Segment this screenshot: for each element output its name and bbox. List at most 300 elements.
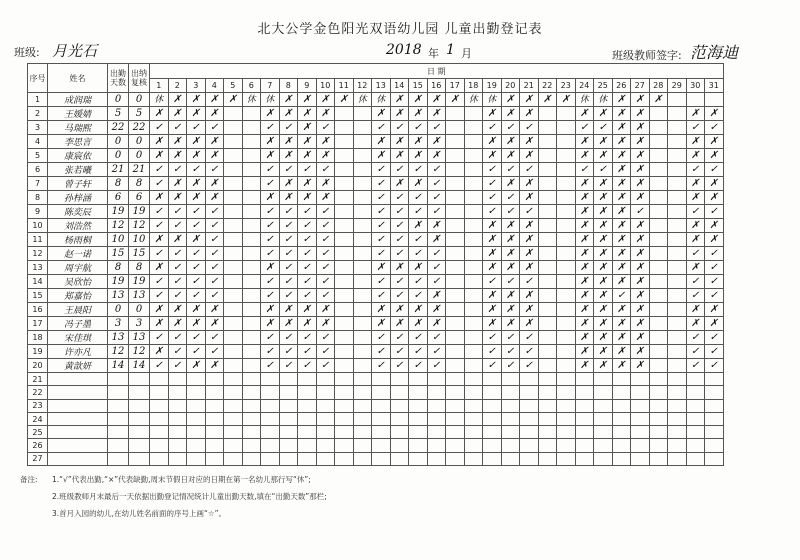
attendance-mark: ✓ bbox=[205, 219, 224, 233]
attendance-mark: ✗ bbox=[520, 247, 539, 261]
review-days bbox=[129, 399, 150, 412]
attendance-mark: ✗ bbox=[631, 191, 650, 205]
attendance-mark bbox=[538, 135, 557, 149]
attendance-mark: ✗ bbox=[575, 191, 594, 205]
attendance-mark bbox=[538, 177, 557, 191]
attendance-mark: ✗ bbox=[335, 93, 354, 107]
attendance-mark bbox=[205, 452, 224, 465]
attendance-mark bbox=[649, 163, 668, 177]
attendance-mark bbox=[279, 399, 298, 412]
attendance-mark: ✓ bbox=[520, 331, 539, 345]
table-row bbox=[28, 412, 724, 425]
attendance-mark bbox=[594, 439, 613, 452]
attendance-mark bbox=[668, 426, 687, 439]
attendance-mark: ✓ bbox=[316, 219, 335, 233]
child-name: 吴欣怡 bbox=[48, 275, 108, 289]
attendance-mark bbox=[446, 205, 465, 219]
attendance-mark bbox=[557, 135, 576, 149]
review-days bbox=[129, 439, 150, 452]
attendance-mark: ✓ bbox=[427, 163, 446, 177]
attendance-mark: ✓ bbox=[150, 163, 169, 177]
attendance-mark: ✓ bbox=[168, 205, 187, 219]
attendance-mark: ✓ bbox=[261, 163, 280, 177]
attendance-mark bbox=[205, 386, 224, 399]
review-days: 19 bbox=[129, 275, 150, 289]
attendance-mark: ✗ bbox=[372, 317, 391, 331]
attendance-mark: ✗ bbox=[483, 247, 502, 261]
attendance-mark: ✗ bbox=[150, 191, 169, 205]
attendance-mark: ✓ bbox=[168, 345, 187, 359]
attendance-mark: ✓ bbox=[168, 359, 187, 373]
attendance-mark bbox=[464, 275, 483, 289]
day-header: 30 bbox=[686, 79, 705, 93]
attendance-mark bbox=[649, 233, 668, 247]
attendance-mark: 休 bbox=[353, 93, 372, 107]
day-header: 27 bbox=[631, 79, 650, 93]
attendance-mark bbox=[668, 191, 687, 205]
attendance-mark bbox=[224, 191, 243, 205]
attendance-mark: ✗ bbox=[409, 149, 428, 163]
attendance-mark bbox=[501, 452, 520, 465]
attendance-mark: ✓ bbox=[205, 331, 224, 345]
attendance-mark: ✗ bbox=[612, 205, 631, 219]
attendance-mark bbox=[483, 386, 502, 399]
attendance-mark bbox=[464, 345, 483, 359]
child-name: 许亦凡 bbox=[48, 345, 108, 359]
attendance-mark: ✗ bbox=[575, 205, 594, 219]
table-row bbox=[28, 121, 724, 135]
attendance-mark bbox=[501, 439, 520, 452]
attendance-mark: ✗ bbox=[575, 261, 594, 275]
attendance-mark: ✗ bbox=[224, 93, 243, 107]
attendance-mark bbox=[649, 275, 668, 289]
attendance-mark bbox=[464, 373, 483, 386]
attendance-mark: ✗ bbox=[446, 93, 465, 107]
attendance-mark: ✓ bbox=[409, 345, 428, 359]
attendance-mark: ✗ bbox=[390, 303, 409, 317]
attendance-mark: ✗ bbox=[594, 359, 613, 373]
attendance-mark bbox=[686, 373, 705, 386]
attendance-mark bbox=[353, 261, 372, 275]
attendance-mark: ✗ bbox=[409, 261, 428, 275]
attendance-mark bbox=[705, 439, 724, 452]
attendance-mark: ✗ bbox=[187, 303, 206, 317]
attendance-mark: ✗ bbox=[520, 289, 539, 303]
attendance-mark bbox=[557, 373, 576, 386]
attendance-mark: ✗ bbox=[612, 345, 631, 359]
attendance-mark: ✓ bbox=[372, 359, 391, 373]
attendance-mark: ✗ bbox=[686, 177, 705, 191]
table-row bbox=[28, 439, 724, 452]
attendance-mark bbox=[390, 386, 409, 399]
attendance-mark bbox=[242, 121, 261, 135]
attendance-mark: 休 bbox=[575, 93, 594, 107]
attendance-mark: ✓ bbox=[390, 345, 409, 359]
attendance-mark: ✗ bbox=[205, 303, 224, 317]
attendance-mark bbox=[335, 359, 354, 373]
row-index: 21 bbox=[28, 373, 48, 386]
attendance-mark bbox=[224, 289, 243, 303]
attendance-mark bbox=[649, 177, 668, 191]
row-index: 4 bbox=[28, 135, 48, 149]
attendance-mark: ✓ bbox=[261, 331, 280, 345]
attendance-mark: ✓ bbox=[427, 345, 446, 359]
child-name: 刘浩然 bbox=[48, 219, 108, 233]
attendance-mark: ✓ bbox=[298, 275, 317, 289]
attendance-mark bbox=[335, 261, 354, 275]
attendance-mark bbox=[649, 359, 668, 373]
attendance-mark: ✓ bbox=[390, 247, 409, 261]
attendance-mark: ✗ bbox=[427, 149, 446, 163]
attendance-mark: ✗ bbox=[594, 219, 613, 233]
attendance-mark bbox=[446, 121, 465, 135]
attendance-mark: ✗ bbox=[612, 303, 631, 317]
attendance-mark bbox=[150, 412, 169, 425]
attendance-mark bbox=[649, 191, 668, 205]
attendance-mark bbox=[557, 452, 576, 465]
attendance-mark bbox=[520, 399, 539, 412]
attendance-mark: ✓ bbox=[205, 233, 224, 247]
attendance-mark bbox=[668, 275, 687, 289]
attendance-mark bbox=[520, 439, 539, 452]
attendance-mark bbox=[649, 219, 668, 233]
attendance-mark bbox=[446, 219, 465, 233]
attendance-mark bbox=[668, 303, 687, 317]
attendance-mark: ✗ bbox=[316, 149, 335, 163]
attendance-mark bbox=[242, 452, 261, 465]
table-row bbox=[28, 233, 724, 247]
attendance-mark bbox=[483, 452, 502, 465]
attendance-mark bbox=[427, 399, 446, 412]
attendance-mark bbox=[483, 399, 502, 412]
attendance-mark bbox=[224, 121, 243, 135]
attendance-mark bbox=[520, 386, 539, 399]
attendance-mark bbox=[390, 452, 409, 465]
attend-days: 15 bbox=[108, 247, 129, 261]
attendance-mark: ✗ bbox=[409, 317, 428, 331]
attendance-mark bbox=[335, 345, 354, 359]
attendance-mark bbox=[150, 426, 169, 439]
attendance-mark bbox=[557, 289, 576, 303]
attendance-mark bbox=[316, 452, 335, 465]
attendance-mark: ✓ bbox=[390, 191, 409, 205]
attendance-mark: ✓ bbox=[150, 219, 169, 233]
attendance-mark bbox=[242, 439, 261, 452]
attendance-mark bbox=[372, 373, 391, 386]
attend-days bbox=[108, 386, 129, 399]
attendance-mark bbox=[242, 373, 261, 386]
note-1: 1.“√”代表出勤,“×”代表缺勤,周末节假日对应的日期在第一名幼儿那行写“休”; bbox=[52, 475, 311, 484]
table-row bbox=[28, 452, 724, 465]
attendance-mark: ✗ bbox=[631, 121, 650, 135]
attendance-mark: ✗ bbox=[279, 93, 298, 107]
attendance-mark bbox=[501, 386, 520, 399]
attendance-mark: ✗ bbox=[594, 191, 613, 205]
attendance-mark bbox=[242, 412, 261, 425]
attendance-mark: ✓ bbox=[427, 261, 446, 275]
row-index: 26 bbox=[28, 439, 48, 452]
attendance-mark: ✗ bbox=[168, 177, 187, 191]
attendance-table bbox=[27, 63, 724, 466]
attendance-mark bbox=[298, 439, 317, 452]
attendance-mark: ✗ bbox=[631, 107, 650, 121]
attendance-mark bbox=[316, 439, 335, 452]
attendance-mark: ✓ bbox=[520, 359, 539, 373]
attendance-mark: ✗ bbox=[279, 107, 298, 121]
attendance-mark bbox=[353, 149, 372, 163]
attendance-mark bbox=[168, 373, 187, 386]
attendance-mark bbox=[538, 412, 557, 425]
table-row bbox=[28, 275, 724, 289]
review-days bbox=[129, 386, 150, 399]
attendance-mark bbox=[464, 359, 483, 373]
attendance-mark: ✓ bbox=[390, 121, 409, 135]
attendance-mark bbox=[187, 412, 206, 425]
attendance-mark bbox=[446, 303, 465, 317]
attendance-mark: ✓ bbox=[705, 261, 724, 275]
attendance-mark bbox=[464, 317, 483, 331]
attendance-mark: ✓ bbox=[168, 289, 187, 303]
attend-days: 14 bbox=[108, 359, 129, 373]
attendance-mark bbox=[520, 426, 539, 439]
attendance-mark: ✓ bbox=[279, 247, 298, 261]
row-index: 22 bbox=[28, 386, 48, 399]
attendance-mark bbox=[353, 289, 372, 303]
day-header: 2 bbox=[168, 79, 187, 93]
row-index: 14 bbox=[28, 275, 48, 289]
attendance-mark bbox=[224, 386, 243, 399]
day-header: 19 bbox=[483, 79, 502, 93]
attendance-mark bbox=[409, 373, 428, 386]
attendance-mark bbox=[612, 439, 631, 452]
attendance-mark bbox=[353, 121, 372, 135]
attendance-mark bbox=[631, 386, 650, 399]
attendance-mark bbox=[557, 359, 576, 373]
attendance-mark: ✗ bbox=[631, 149, 650, 163]
review-days bbox=[129, 412, 150, 425]
attendance-mark: ✓ bbox=[279, 345, 298, 359]
review-days: 15 bbox=[129, 247, 150, 261]
attendance-mark bbox=[242, 386, 261, 399]
review-days: 8 bbox=[129, 177, 150, 191]
attendance-mark: ✗ bbox=[686, 135, 705, 149]
attendance-mark bbox=[612, 412, 631, 425]
attendance-mark: ✗ bbox=[631, 233, 650, 247]
attendance-mark bbox=[446, 233, 465, 247]
attendance-mark: ✓ bbox=[705, 121, 724, 135]
attendance-mark bbox=[464, 289, 483, 303]
attendance-mark bbox=[409, 399, 428, 412]
attendance-mark bbox=[686, 452, 705, 465]
attendance-mark: ✓ bbox=[168, 331, 187, 345]
attendance-mark bbox=[557, 219, 576, 233]
attendance-mark: ✓ bbox=[390, 219, 409, 233]
attendance-mark bbox=[446, 107, 465, 121]
attend-days: 0 bbox=[108, 303, 129, 317]
attendance-mark bbox=[594, 426, 613, 439]
attendance-mark bbox=[668, 233, 687, 247]
day-header: 3 bbox=[187, 79, 206, 93]
day-header: 31 bbox=[705, 79, 724, 93]
attendance-mark: ✗ bbox=[631, 93, 650, 107]
table-row bbox=[28, 345, 724, 359]
attendance-mark: ✗ bbox=[316, 317, 335, 331]
attendance-mark: ✓ bbox=[261, 219, 280, 233]
attendance-mark: ✓ bbox=[483, 191, 502, 205]
attendance-mark: ✓ bbox=[372, 219, 391, 233]
attendance-mark: ✓ bbox=[205, 261, 224, 275]
attendance-mark: ✗ bbox=[409, 219, 428, 233]
row-index: 24 bbox=[28, 412, 48, 425]
attendance-mark bbox=[464, 331, 483, 345]
attendance-mark: ✓ bbox=[594, 163, 613, 177]
attendance-mark: ✓ bbox=[483, 359, 502, 373]
attend-days: 12 bbox=[108, 219, 129, 233]
attendance-mark: ✓ bbox=[705, 359, 724, 373]
attendance-mark bbox=[335, 303, 354, 317]
table-row bbox=[28, 317, 724, 331]
attendance-mark: ✗ bbox=[316, 107, 335, 121]
attendance-mark bbox=[427, 439, 446, 452]
attendance-mark bbox=[279, 426, 298, 439]
attendance-mark: ✓ bbox=[483, 163, 502, 177]
attendance-mark: ✓ bbox=[298, 205, 317, 219]
attendance-mark bbox=[557, 107, 576, 121]
attendance-mark bbox=[464, 261, 483, 275]
attendance-mark: ✓ bbox=[427, 331, 446, 345]
attendance-mark: ✓ bbox=[279, 163, 298, 177]
table-row bbox=[28, 93, 724, 107]
day-header: 21 bbox=[520, 79, 539, 93]
note-2: 2.班级教师月末最后一天依据出勤登记情况统计儿童出勤天数,填在“出勤天数”那栏; bbox=[52, 492, 327, 501]
attendance-mark bbox=[464, 233, 483, 247]
attendance-mark: ✓ bbox=[316, 331, 335, 345]
attendance-mark bbox=[631, 399, 650, 412]
attendance-mark bbox=[446, 177, 465, 191]
table-row bbox=[28, 386, 724, 399]
row-index: 17 bbox=[28, 317, 48, 331]
attendance-mark bbox=[224, 331, 243, 345]
attendance-mark bbox=[446, 439, 465, 452]
attendance-mark bbox=[594, 399, 613, 412]
attendance-mark bbox=[224, 345, 243, 359]
review-days: 0 bbox=[129, 303, 150, 317]
attendance-mark bbox=[668, 359, 687, 373]
attendance-mark bbox=[279, 386, 298, 399]
attendance-mark: ✗ bbox=[205, 177, 224, 191]
attendance-mark bbox=[649, 452, 668, 465]
attendance-mark bbox=[205, 373, 224, 386]
attendance-mark: ✗ bbox=[557, 93, 576, 107]
attendance-mark: ✗ bbox=[187, 317, 206, 331]
attendance-mark bbox=[557, 303, 576, 317]
review-days: 8 bbox=[129, 261, 150, 275]
attendance-mark bbox=[335, 233, 354, 247]
attendance-mark bbox=[168, 426, 187, 439]
attendance-mark: ✗ bbox=[372, 261, 391, 275]
attendance-mark bbox=[242, 219, 261, 233]
attendance-mark bbox=[464, 386, 483, 399]
attendance-mark: ✗ bbox=[594, 149, 613, 163]
attendance-mark bbox=[242, 317, 261, 331]
attendance-mark: ✓ bbox=[372, 163, 391, 177]
attendance-mark: ✓ bbox=[409, 275, 428, 289]
attendance-mark: ✗ bbox=[483, 219, 502, 233]
day-header: 9 bbox=[298, 79, 317, 93]
child-name bbox=[48, 386, 108, 399]
attendance-mark: ✗ bbox=[631, 345, 650, 359]
attendance-mark bbox=[668, 331, 687, 345]
attend-days: 0 bbox=[108, 149, 129, 163]
attendance-mark bbox=[538, 261, 557, 275]
attendance-mark bbox=[446, 275, 465, 289]
review-days: 22 bbox=[129, 121, 150, 135]
attendance-mark bbox=[686, 399, 705, 412]
attendance-mark: ✗ bbox=[261, 317, 280, 331]
attendance-mark bbox=[649, 331, 668, 345]
attendance-mark: ✗ bbox=[372, 135, 391, 149]
child-name: 曾子轩 bbox=[48, 177, 108, 191]
attendance-mark bbox=[446, 345, 465, 359]
attendance-mark: ✓ bbox=[316, 233, 335, 247]
attendance-mark: ✗ bbox=[427, 93, 446, 107]
attendance-mark bbox=[686, 93, 705, 107]
attendance-mark bbox=[224, 219, 243, 233]
child-name: 成润瑞 bbox=[48, 93, 108, 107]
attendance-mark: ✓ bbox=[279, 331, 298, 345]
attendance-mark bbox=[353, 359, 372, 373]
attendance-mark bbox=[335, 219, 354, 233]
review-days: 21 bbox=[129, 163, 150, 177]
attendance-mark: ✗ bbox=[631, 135, 650, 149]
attendance-mark: ✗ bbox=[168, 93, 187, 107]
review-days: 19 bbox=[129, 205, 150, 219]
attendance-mark: ✓ bbox=[316, 359, 335, 373]
attendance-mark bbox=[353, 317, 372, 331]
attendance-mark: ✗ bbox=[168, 149, 187, 163]
attendance-mark bbox=[557, 331, 576, 345]
attendance-mark bbox=[464, 399, 483, 412]
attendance-mark bbox=[649, 303, 668, 317]
attendance-mark bbox=[242, 399, 261, 412]
attendance-mark: ✓ bbox=[261, 247, 280, 261]
attendance-mark bbox=[575, 386, 594, 399]
attendance-mark bbox=[224, 247, 243, 261]
attendance-mark bbox=[298, 426, 317, 439]
attend-days: 5 bbox=[108, 107, 129, 121]
attendance-mark bbox=[686, 439, 705, 452]
col-dates-header: 日 期 bbox=[150, 64, 724, 79]
attendance-mark bbox=[353, 373, 372, 386]
child-name: 郑嘉怡 bbox=[48, 289, 108, 303]
attendance-mark: ✗ bbox=[631, 163, 650, 177]
attendance-mark bbox=[668, 345, 687, 359]
attendance-mark: ✓ bbox=[612, 289, 631, 303]
attendance-mark bbox=[168, 412, 187, 425]
attendance-mark bbox=[538, 275, 557, 289]
attendance-mark: ✗ bbox=[168, 191, 187, 205]
attendance-mark: ✗ bbox=[427, 233, 446, 247]
attendance-mark bbox=[557, 121, 576, 135]
attendance-mark: ✗ bbox=[168, 317, 187, 331]
attendance-mark bbox=[390, 373, 409, 386]
day-header: 7 bbox=[261, 79, 280, 93]
attendance-mark: ✗ bbox=[705, 317, 724, 331]
attendance-mark bbox=[390, 439, 409, 452]
attendance-mark bbox=[483, 426, 502, 439]
attendance-mark: ✓ bbox=[187, 275, 206, 289]
attendance-mark: ✗ bbox=[575, 331, 594, 345]
